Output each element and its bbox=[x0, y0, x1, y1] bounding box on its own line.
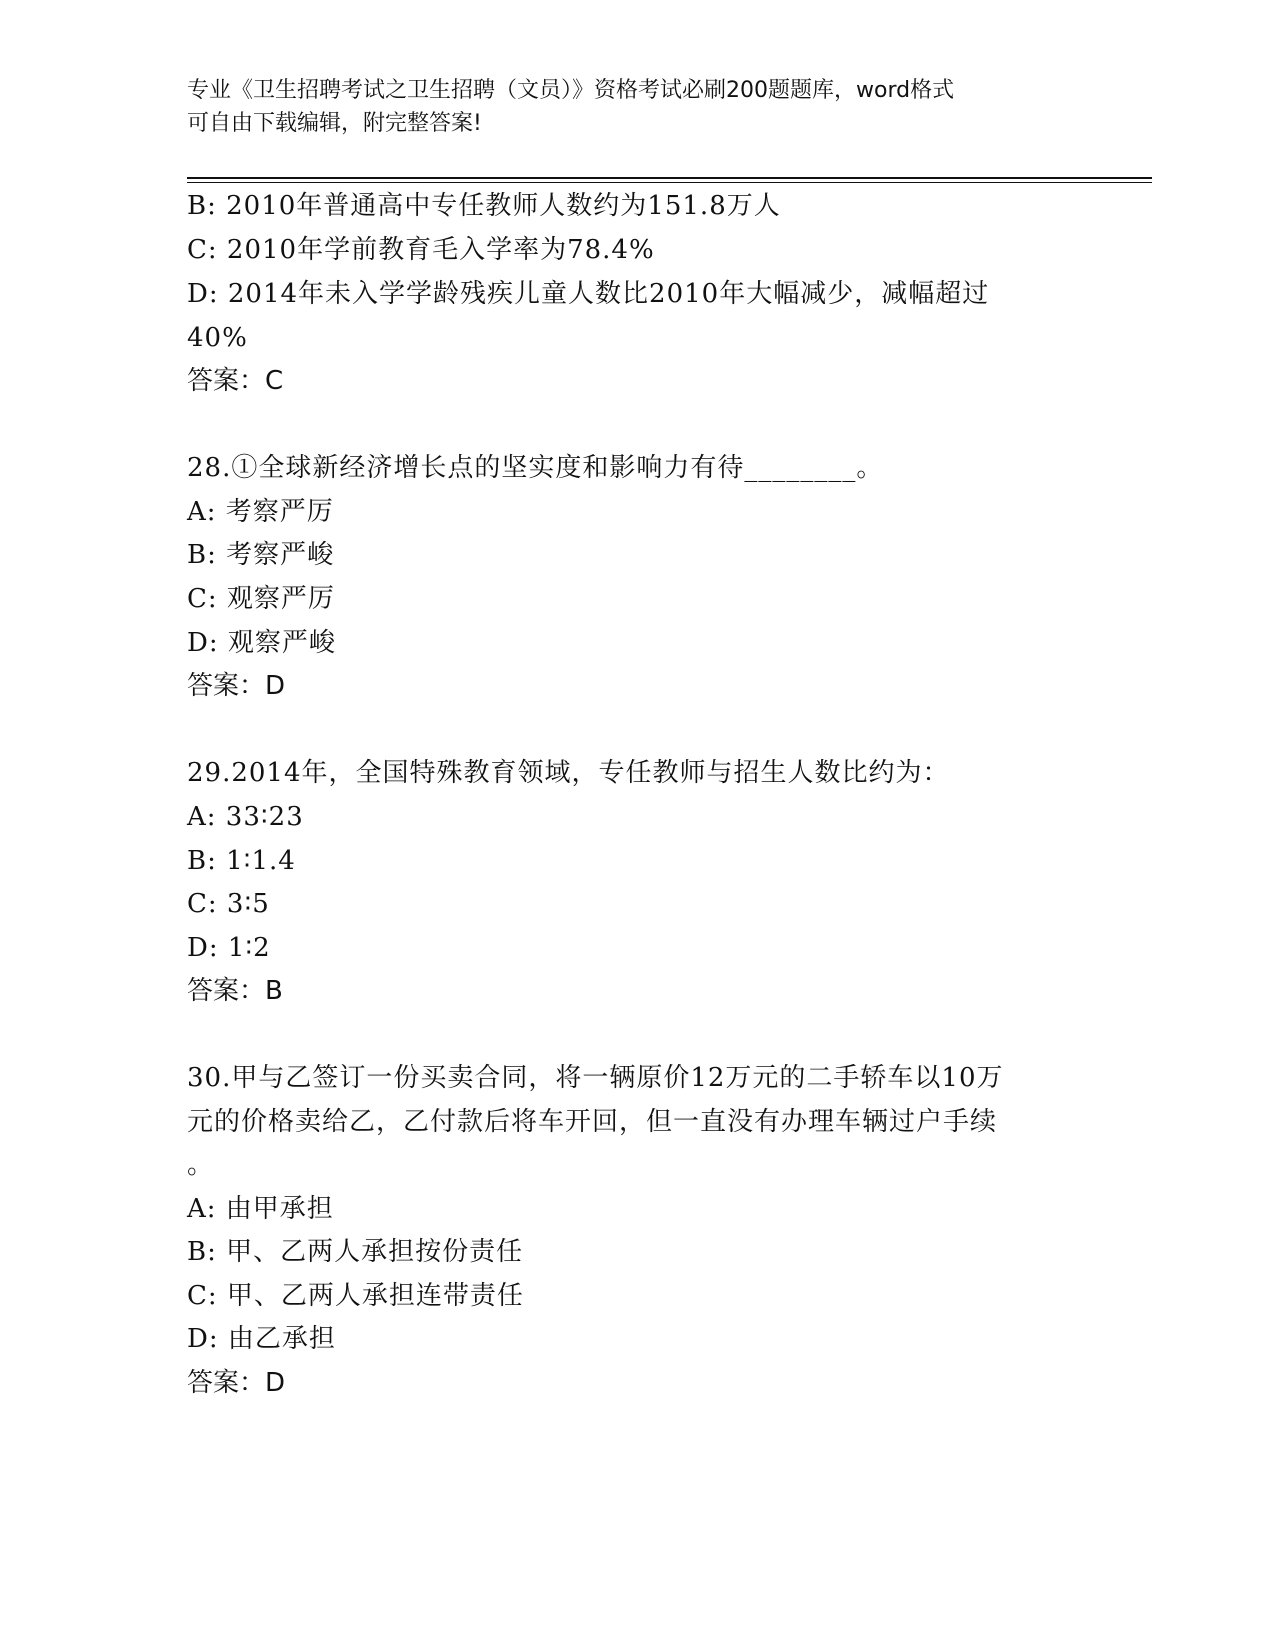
question-30-answer: 答案：D bbox=[187, 1368, 286, 1398]
question-28-answer: 答案：D bbox=[187, 671, 286, 701]
question-29-stem: 29.2014年，全国特殊教育领域，专任教师与招生人数比约为： bbox=[187, 758, 950, 788]
document-header bbox=[187, 74, 1087, 140]
question-30-option-a: A: 由甲承担 bbox=[187, 1194, 334, 1224]
question-30-option-c: C: 甲、乙两人承担连带责任 bbox=[187, 1281, 524, 1311]
question-29-option-c: C: 3∶5 bbox=[187, 889, 270, 919]
question-28-option-d: D: 观察严峻 bbox=[187, 628, 336, 658]
header-line-2: 可自由下载编辑，附完整答案! bbox=[187, 111, 482, 136]
option-b: B: 2010年普通高中专任教师人数约为151.8万人 bbox=[187, 191, 781, 221]
question-30-option-b: B: 甲、乙两人承担按份责任 bbox=[187, 1237, 524, 1267]
question-29-option-d: D: 1∶2 bbox=[187, 933, 271, 963]
question-30-option-d: D: 由乙承担 bbox=[187, 1324, 336, 1354]
option-d: D: 2014年未入学学龄残疾儿童人数比2010年大幅减少，减幅超过 bbox=[187, 279, 990, 309]
header-rule-thick bbox=[187, 177, 1152, 179]
question-29-option-a: A: 33∶23 bbox=[187, 802, 304, 832]
answer-label: 答案：C bbox=[187, 366, 284, 396]
option-c: C: 2010年学前教育毛入学率为78.4% bbox=[187, 235, 655, 265]
question-28-option-b: B: 考察严峻 bbox=[187, 540, 335, 570]
question-30-stem-line-2: 元的价格卖给乙，乙付款后将车开回，但一直没有办理车辆过户手续 bbox=[187, 1107, 998, 1137]
question-30-stem-line-3: 。 bbox=[187, 1150, 215, 1180]
question-28-stem: 28.①全球新经济增长点的坚实度和影响力有待________。 bbox=[187, 453, 884, 483]
header-rule-thin bbox=[187, 182, 1152, 183]
question-28-option-c: C: 观察严厉 bbox=[187, 584, 335, 614]
question-29-answer: 答案：B bbox=[187, 976, 283, 1006]
question-30-stem-line-1: 30.甲与乙签订一份买卖合同，将一辆原价12万元的二手轿车以10万 bbox=[187, 1063, 1004, 1093]
question-28-option-a: A: 考察严厉 bbox=[187, 497, 334, 527]
question-29-option-b: B: 1∶1.4 bbox=[187, 846, 296, 876]
header-line-1: 专业《卫生招聘考试之卫生招聘（文员）》资格考试必刷200题题库，word格式 bbox=[187, 78, 955, 103]
option-d-continued: 40% bbox=[187, 323, 248, 353]
